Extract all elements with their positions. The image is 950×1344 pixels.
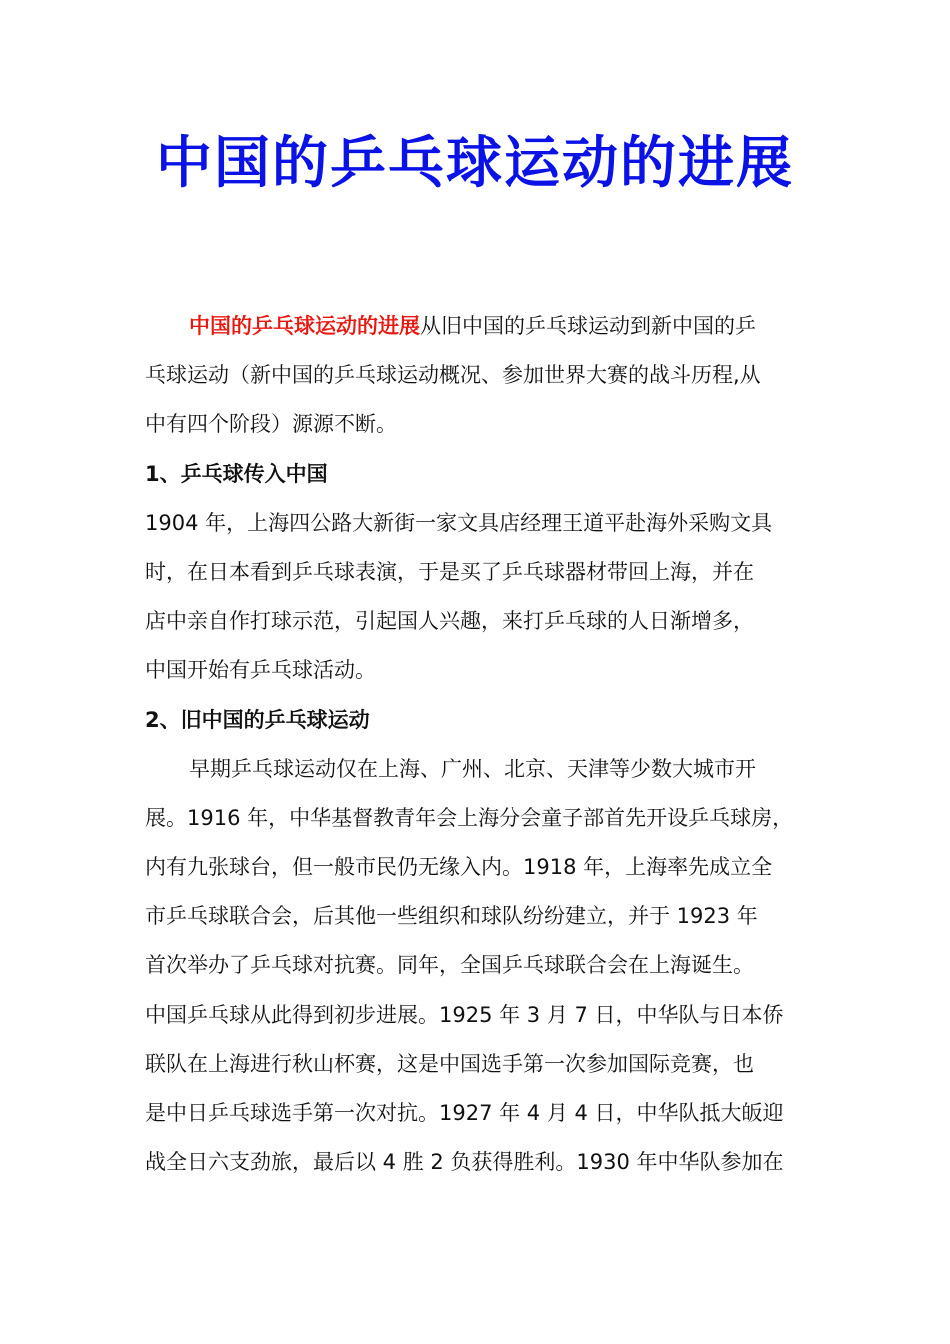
section-1-line: 时，在日本看到乒乓球表演，于是买了乒乓球器材带回上海，并在 [145,559,754,584]
intro-line-1 [145,302,810,351]
section-1-heading: 1、乒乓球传入中国 [145,461,328,486]
section-1-line: 店中亲自作打球示范，引起国人兴趣，来打乒乓球的人日渐增多， [145,609,754,634]
section-2-line: 中国乒乓球从此得到初步进展。1925 年 3 月 7 日，中华队与日本侨 [145,1002,784,1027]
page-title: 中国的乒乓球运动的进展 [156,131,794,196]
section-2-line: 联队在上海进行秋山杯赛，这是中国选手第一次参加国际竞赛，也 [145,1051,754,1076]
section-2-heading: 2、旧中国的乒乓球运动 [145,707,370,732]
section-2-line: 市乒乓球联合会，后其他一些组织和球队纷纷建立，并于 1923 年 [145,904,758,929]
intro-line-3: 中有四个阶段）源源不断。 [145,412,397,437]
intro-highlight: 中国的乒乓球运动的进展 [189,314,420,338]
intro-line-1-rest: 从旧中国的乒乓球运动到新中国的乒 [420,314,756,338]
intro-line-2: 乓球运动（新中国的乒乓球运动概况、参加世界大赛的战斗历程,从 [145,363,761,388]
section-1-line: 1904 年，上海四公路大新街一家文具店经理王道平赴海外采购文具 [145,510,773,535]
section-2-line: 早期乒乓球运动仅在上海、广州、北京、天津等少数大城市开 [189,756,756,781]
section-2-line: 战全日六支劲旅，最后以 4 胜 2 负获得胜利。1930 年中华队参加在 [145,1150,784,1175]
section-2-line: 内有九张球台，但一般市民仍无缘入内。1918 年，上海率先成立全 [145,855,773,880]
document-body [145,302,810,1187]
section-1-line: 中国开始有乒乓球活动。 [145,658,376,683]
section-2-line: 首次举办了乒乓球对抗赛。同年，全国乒乓球联合会在上海诞生。 [145,953,754,978]
section-2-line: 是中日乒乓球选手第一次对抗。1927 年 4 月 4 日，中华队抵大皈迎 [145,1101,784,1125]
section-2-line: 展。1916 年，中华基督教青年会上海分会童子部首先开设乒乓球房， [145,805,794,830]
